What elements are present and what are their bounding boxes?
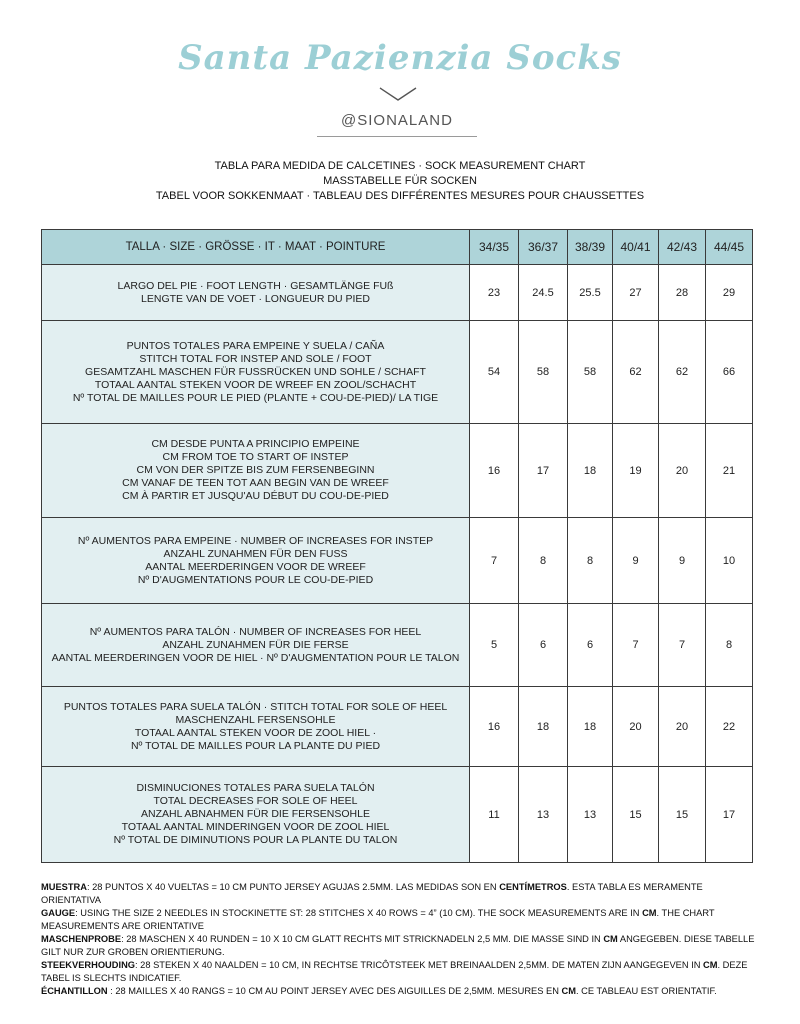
row-label-line: CM VON DER SPITZE BIS ZUM FERSENBEGINN <box>136 464 375 476</box>
size-value-cell: 21 <box>706 424 753 518</box>
chart-subtitle <box>0 159 800 204</box>
note-maschenprobe <box>41 933 761 959</box>
row-label <box>42 687 470 767</box>
size-value-cell: 29 <box>706 265 753 321</box>
row-label-line: CM FROM TOE TO START OF INSTEP <box>162 451 349 463</box>
size-value-cell: 15 <box>613 767 659 863</box>
note-bold: CM <box>603 934 618 944</box>
row-label-line: LARGO DEL PIE · FOOT LENGTH · GESAMTLÄNGE FUß <box>117 279 394 292</box>
subtitle-line: TABEL VOOR SOKKENMAAT · TABLEAU DES DIFFÉRENTES MESURES POUR CHAUSSETTES <box>155 190 645 202</box>
row-label-line: TOTAAL AANTAL STEKEN VOOR DE WREEF EN ZOOL/SCHACHT <box>94 378 417 391</box>
row-label <box>42 265 470 321</box>
row-label-line: PUNTOS TOTALES PARA SUELA TALÓN · STITCH TOTAL FOR SOLE OF HEEL <box>63 700 448 713</box>
table-header-row <box>42 230 753 265</box>
note-bold: CM <box>561 986 576 996</box>
row-label-line: CM VANAF DE TEEN TOT AAN BEGIN VAN DE WREEF <box>122 477 389 489</box>
size-header: 40/41 <box>613 230 659 265</box>
note-bold: CM <box>642 908 657 918</box>
size-value-cell: 13 <box>519 767 568 863</box>
size-value-cell: 25.5 <box>568 265 613 321</box>
size-value-cell: 9 <box>613 518 659 604</box>
size-value-cell: 62 <box>613 321 659 424</box>
row-label-line: AANTAL MEERDERINGEN VOOR DE WREEF <box>145 560 366 573</box>
size-value-cell: 7 <box>659 604 706 687</box>
note-bold: CENTÍMETROS <box>499 882 567 892</box>
size-value-cell: 27 <box>613 265 659 321</box>
size-value-cell: 58 <box>519 321 568 424</box>
handle-divider <box>317 136 477 137</box>
row-label-line: TOTAAL AANTAL STEKEN VOOR DE ZOOL HIEL · <box>134 726 377 739</box>
note-gauge <box>41 907 761 933</box>
size-value-cell: 8 <box>568 518 613 604</box>
size-value-cell: 6 <box>519 604 568 687</box>
row-label-line: STITCH TOTAL FOR INSTEP AND SOLE / FOOT <box>139 352 372 365</box>
size-value-cell: 16 <box>470 424 519 518</box>
note-text: : 28 MASCHEN X 40 RUNDEN = 10 X 10 CM GLATT RECHTS MIT STRICKNADELN 2,5 MM. DIE MASSE SIND IN <box>121 934 604 944</box>
note-term: ÉCHANTILLON <box>41 986 108 996</box>
size-header: 34/35 <box>470 230 519 265</box>
row-label-line: TOTAAL AANTAL MINDERINGEN VOOR DE ZOOL HIEL <box>121 821 390 833</box>
row-label-line: GESAMTZAHL MASCHEN FÜR FUSSRÜCKEN UND SOHLE / SCHAFT <box>85 365 426 378</box>
note-text: . ESTA TABLA ES MERAMENTE ORIENTATIVA <box>41 882 703 905</box>
note-text: : USING THE SIZE 2 NEEDLES IN STOCKINETTE ST: 28 STITCHES X 40 ROWS = 4” (10 CM). THE SOCK MEASUREMENTS ARE IN <box>75 908 643 918</box>
table-row <box>42 767 753 863</box>
row-label-line: Nº AUMENTOS PARA EMPEINE · NUMBER OF INCREASES FOR INSTEP <box>77 534 434 547</box>
size-value-cell: 20 <box>613 687 659 767</box>
size-value-cell: 16 <box>470 687 519 767</box>
row-label-line: ANZAHL ABNAHMEN FÜR DIE FERSENSOHLE <box>141 808 370 820</box>
subtitle-line: MASSTABELLE FÜR SOCKEN <box>323 175 477 187</box>
row-label-line: LENGTE VAN DE VOET · LONGUEUR DU PIED <box>141 292 370 305</box>
row-label <box>42 424 470 518</box>
size-value-cell: 10 <box>706 518 753 604</box>
designer-handle: @SIONALAND <box>341 112 453 129</box>
table-row <box>42 687 753 767</box>
row-label-line: DISMINUCIONES TOTALES PARA SUELA TALÓN <box>136 782 375 794</box>
size-value-cell: 28 <box>659 265 706 321</box>
size-value-cell: 11 <box>470 767 519 863</box>
size-header: 44/45 <box>706 230 753 265</box>
row-label-line: Nº TOTAL DE MAILLES POUR LA PLANTE DU PIED <box>130 739 381 752</box>
row-label-line: Nº AUMENTOS PARA TALÓN · NUMBER OF INCREASES FOR HEEL <box>89 625 422 638</box>
size-value-cell: 24.5 <box>519 265 568 321</box>
table-row <box>42 604 753 687</box>
row-label-line: MASCHENZAHL FERSENSOHLE <box>175 713 336 726</box>
note-bold: CM <box>703 960 718 970</box>
table-row <box>42 424 753 518</box>
size-value-cell: 6 <box>568 604 613 687</box>
size-header: 42/43 <box>659 230 706 265</box>
row-label-line: ANZAHL ZUNAHMEN FÜR DIE FERSE <box>162 638 349 651</box>
sock-measurement-table <box>41 229 753 863</box>
row-label <box>42 321 470 424</box>
row-label <box>42 604 470 687</box>
row-label-line: Nº TOTAL DE DIMINUTIONS POUR LA PLANTE DU TALON <box>113 834 398 846</box>
note-text: : 28 MAILLES X 40 RANGS = 10 CM AU POINT JERSEY AVEC DES AIGUILLES DE 2,5MM. MESURES EN <box>107 986 562 996</box>
note-text: : 28 PUNTOS X 40 VUELTAS = 10 CM PUNTO JERSEY AGUJAS 2.5MM. LAS MEDIDAS SON EN <box>86 882 500 892</box>
size-value-cell: 8 <box>706 604 753 687</box>
note-term: MUESTRA <box>41 882 87 892</box>
size-value-cell: 18 <box>568 687 613 767</box>
size-header-label: TALLA · SIZE · GRÖSSE · IT · MAAT · POINTURE <box>42 230 470 265</box>
size-value-cell: 58 <box>568 321 613 424</box>
row-label-line: Nº D'AUGMENTATIONS POUR LE COU-DE-PIED <box>137 573 374 586</box>
row-label <box>42 518 470 604</box>
row-label-line: PUNTOS TOTALES PARA EMPEINE Y SUELA / CAÑA <box>126 339 385 352</box>
size-value-cell: 62 <box>659 321 706 424</box>
note-muestra <box>41 881 761 907</box>
size-value-cell: 7 <box>470 518 519 604</box>
size-value-cell: 18 <box>519 687 568 767</box>
note-steekverhouding <box>41 959 761 985</box>
note-term: MASCHENPROBE <box>41 934 122 944</box>
note-term: GAUGE <box>41 908 76 918</box>
size-value-cell: 9 <box>659 518 706 604</box>
row-label-line: CM À PARTIR ET JUSQU'AU DÉBUT DU COU-DE-PIED <box>122 490 389 502</box>
size-value-cell: 5 <box>470 604 519 687</box>
size-value-cell: 66 <box>706 321 753 424</box>
note-text: . DEZE TABEL IS SLECHTS INDICATIEF. <box>41 960 748 983</box>
size-value-cell: 54 <box>470 321 519 424</box>
size-value-cell: 18 <box>568 424 613 518</box>
row-label-line: Nº TOTAL DE MAILLES POUR LE PIED (PLANTE + COU-DE-PIED)/ LA TIGE <box>72 391 439 404</box>
size-value-cell: 20 <box>659 424 706 518</box>
table-row <box>42 518 753 604</box>
row-label-line: TOTAL DECREASES FOR SOLE OF HEEL <box>153 795 358 807</box>
row-label-line: CM DESDE PUNTA A PRINCIPIO EMPEINE <box>151 438 360 450</box>
size-value-cell: 23 <box>470 265 519 321</box>
pattern-title: Santa Pazienzia Socks <box>178 38 622 78</box>
note-text: : 28 STEKEN X 40 NAALDEN = 10 CM, IN RECHTSE TRICÔTSTEEK MET BREINAALDEN 2,5MM. DE MATEN ZIJN AANGEGEVEN IN <box>135 960 704 970</box>
size-value-cell: 15 <box>659 767 706 863</box>
size-value-cell: 17 <box>519 424 568 518</box>
size-value-cell: 8 <box>519 518 568 604</box>
size-value-cell: 20 <box>659 687 706 767</box>
subtitle-line: TABLA PARA MEDIDA DE CALCETINES · SOCK MEASUREMENT CHART <box>214 160 586 172</box>
note-term: STEEKVERHOUDING <box>41 960 136 970</box>
size-header: 38/39 <box>568 230 613 265</box>
note-text: . CE TABLEAU EST ORIENTATIF. <box>576 986 717 996</box>
table-row <box>42 265 753 321</box>
size-value-cell: 13 <box>568 767 613 863</box>
row-label <box>42 767 470 863</box>
size-value-cell: 19 <box>613 424 659 518</box>
note-text: ANGEGEBEN. DIESE TABELLE GILT NUR ZUR GROBEN ORIENTIERUNG. <box>41 934 755 957</box>
table-row <box>42 321 753 424</box>
note-text: . THE CHART MEASUREMENTS ARE ORIENTATIVE <box>41 908 715 931</box>
size-value-cell: 17 <box>706 767 753 863</box>
chevron-down-icon <box>378 86 418 102</box>
size-header: 36/37 <box>519 230 568 265</box>
gauge-notes <box>41 881 761 998</box>
row-label-line: AANTAL MEERDERINGEN VOOR DE HIEL · Nº D'AUGMENTATION POUR LE TALON <box>51 651 460 664</box>
size-value-cell: 7 <box>613 604 659 687</box>
row-label-line: ANZAHL ZUNAHMEN FÜR DEN FUSS <box>163 547 348 560</box>
size-value-cell: 22 <box>706 687 753 767</box>
note-echantillon <box>41 985 761 998</box>
